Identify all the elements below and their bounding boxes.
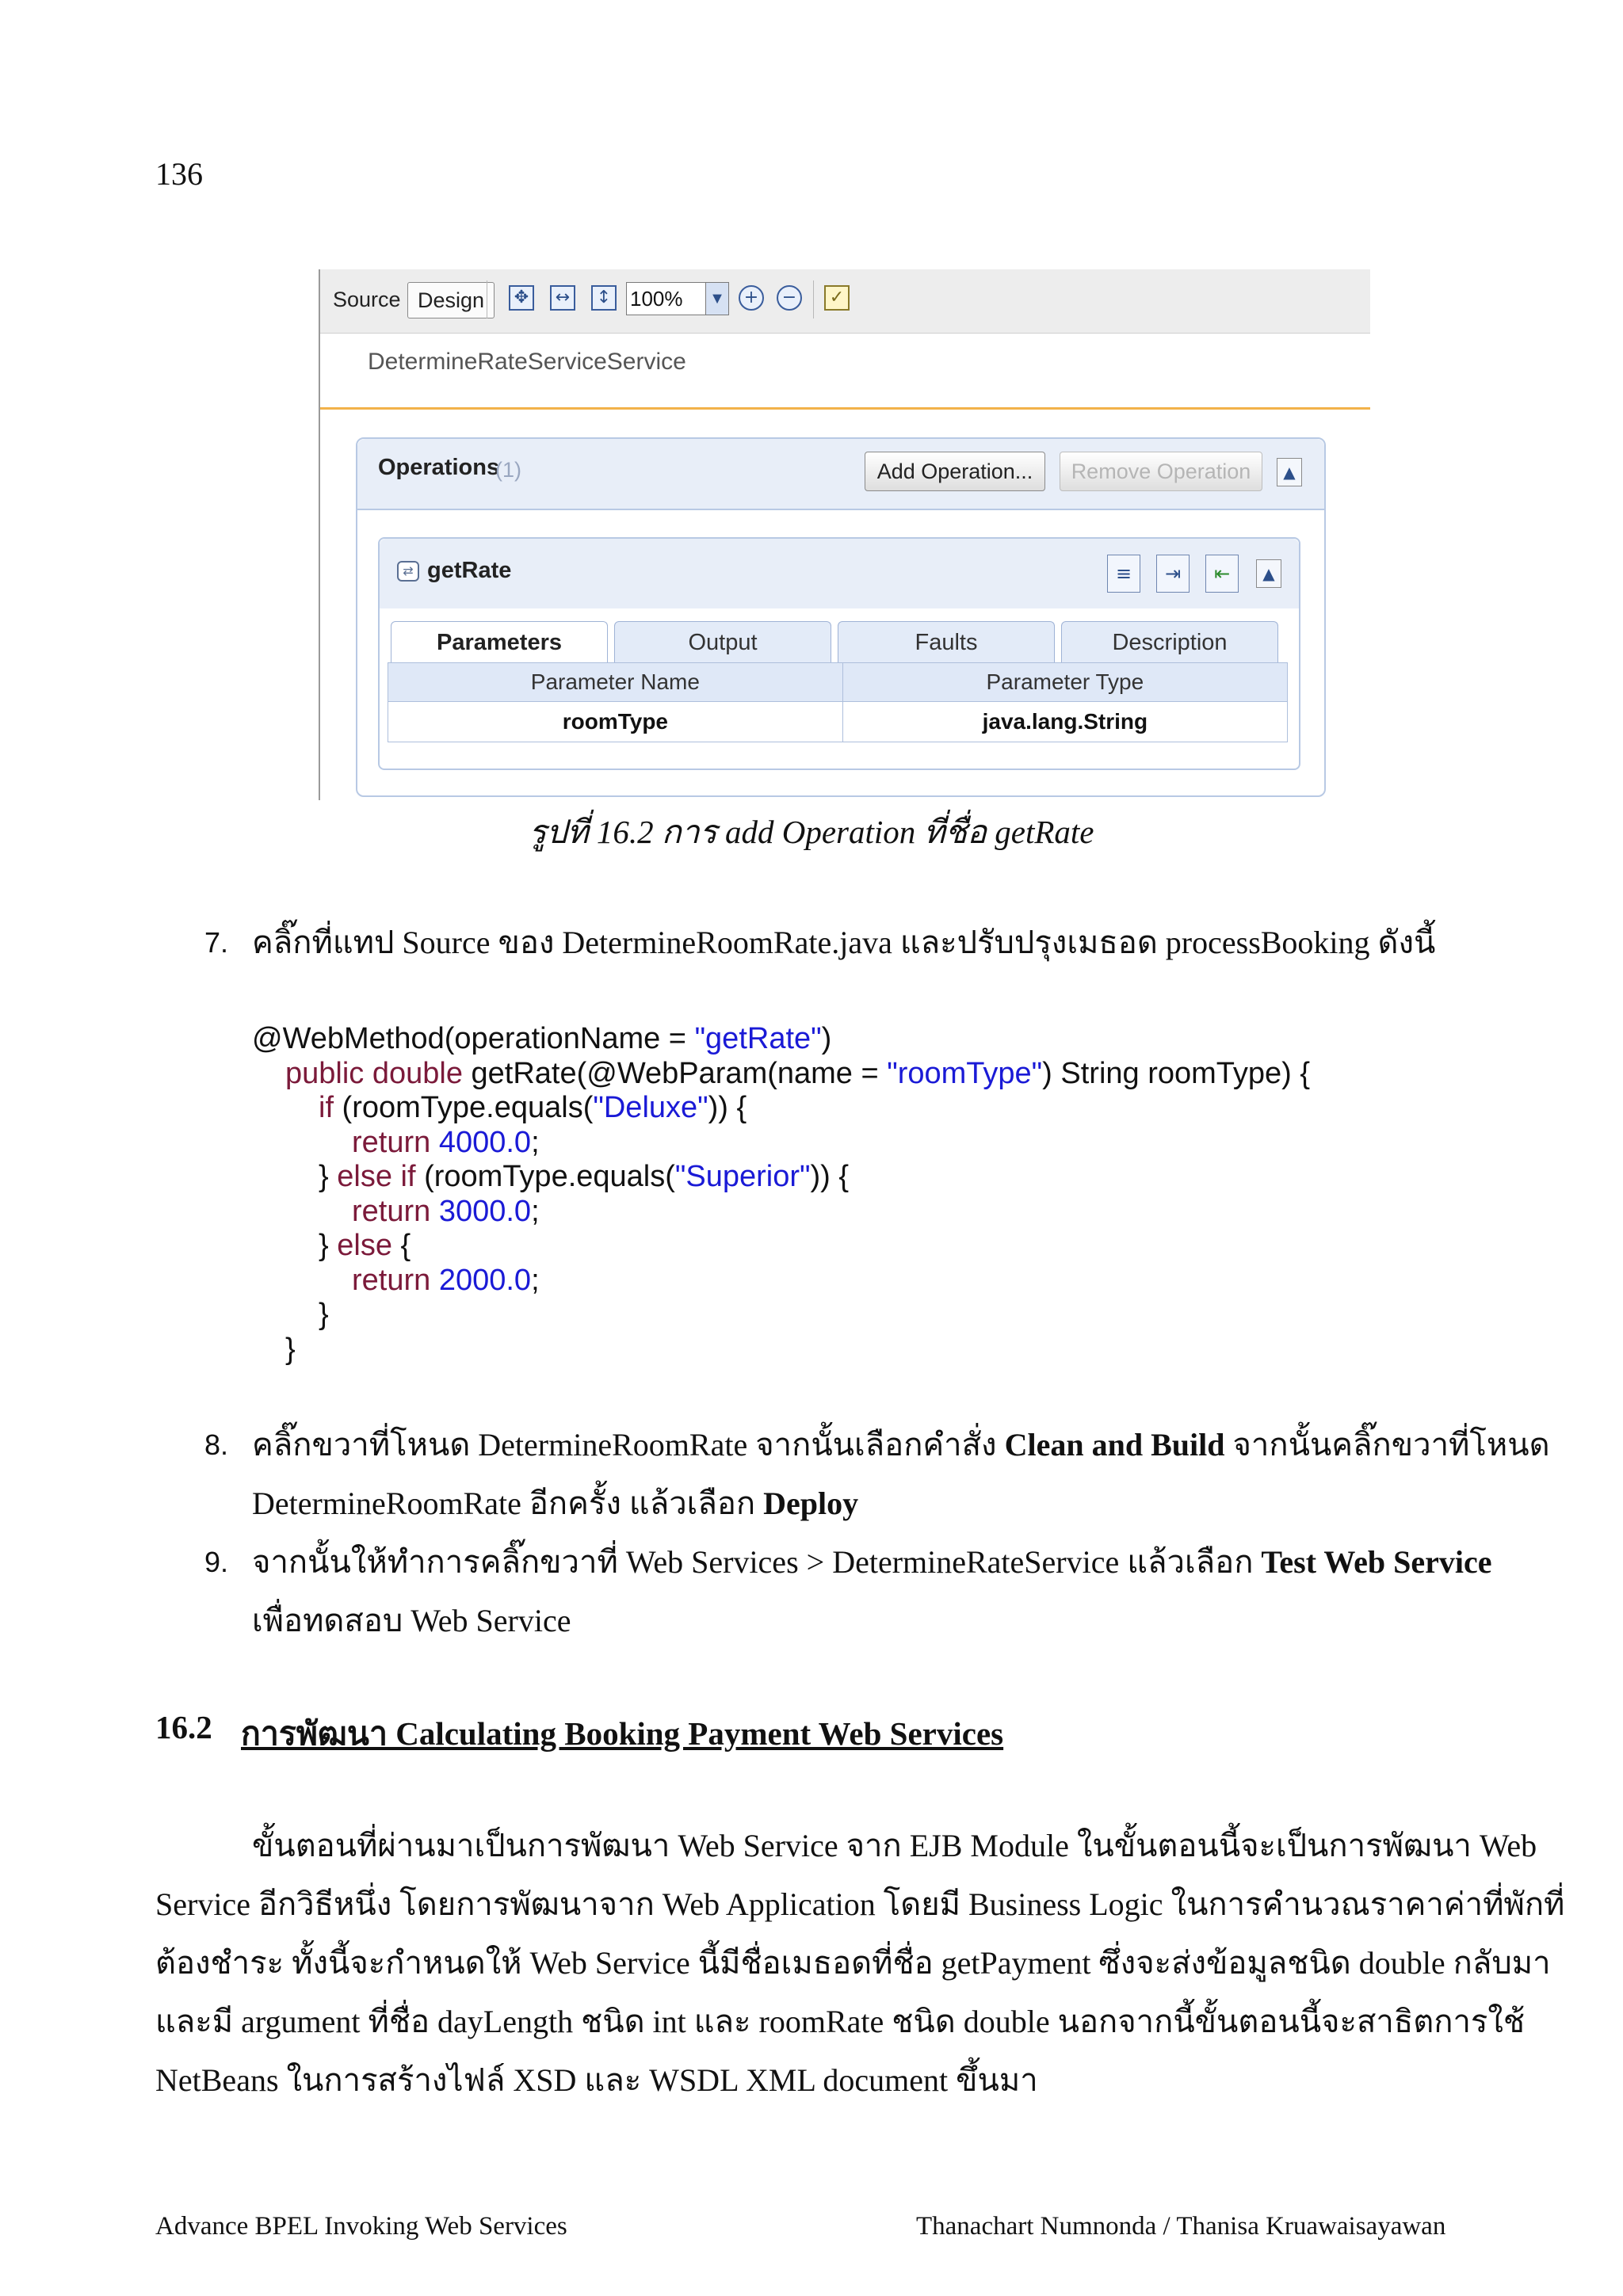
step-number: 8. xyxy=(204,1428,229,1461)
design-tab[interactable]: Design xyxy=(407,282,495,318)
toolbar-separator xyxy=(813,280,814,318)
operation-icon: ⇄ xyxy=(397,561,419,582)
figure-caption: รูปที่ 16.2 การ add Operation ที่ชื่อ getRate xyxy=(529,814,1094,850)
table-row[interactable] xyxy=(388,702,1288,742)
parameter-type-cell[interactable]: java.lang.String xyxy=(842,702,1287,742)
tab-description[interactable]: Description xyxy=(1061,621,1278,663)
chevron-down-icon[interactable]: ▼ xyxy=(705,283,728,315)
zoom-out-icon[interactable]: − xyxy=(777,285,802,311)
step-8-continued xyxy=(0,1485,1623,1524)
tab-output[interactable]: Output xyxy=(614,621,831,663)
code-line: return 4000.0; xyxy=(352,1125,540,1159)
add-operation-button[interactable]: Add Operation... xyxy=(865,452,1045,491)
paragraph-line: ต้องชำระ ทั้งนี้จะกำหนดให้ Web Service นี้มีชื่อเมธอดที่ชื่อ getPayment ซึ่งจะส่งข้อมูลชนิด double กลับมา xyxy=(155,1945,1551,1981)
operation-name: getRate xyxy=(427,558,512,583)
code-line: } xyxy=(285,1332,296,1366)
section-number: 16.2 xyxy=(155,1709,212,1745)
editor-toolbar xyxy=(320,269,1370,334)
fit-page-icon[interactable]: ✥ xyxy=(509,285,534,311)
column-header: Parameter Name xyxy=(388,663,843,702)
validate-icon[interactable]: ✓ xyxy=(824,285,850,311)
zoom-in-icon[interactable]: + xyxy=(739,285,764,311)
column-header: Parameter Type xyxy=(842,663,1287,702)
collapse-icon[interactable]: ▲ xyxy=(1277,458,1302,486)
divider xyxy=(320,407,1370,410)
step-text: DetermineRoomRate อีกครั้ง แล้วเลือก Deploy xyxy=(252,1486,859,1521)
operation-panel xyxy=(378,537,1300,770)
parameter-name-cell[interactable]: roomType xyxy=(388,702,843,742)
remove-operation-button[interactable]: Remove Operation xyxy=(1060,452,1262,491)
table-header-row xyxy=(388,663,1288,702)
step-9-continued xyxy=(0,1602,1623,1642)
code-line: @WebMethod(operationName = "getRate") xyxy=(252,1022,832,1055)
design-view-screenshot xyxy=(319,269,1370,800)
step-text: จากนั้นให้ทำการคลิ๊กขวาที่ Web Services > DetermineRateService แล้วเลือก Test Web Service xyxy=(252,1544,1492,1580)
service-title: DetermineRateServiceService xyxy=(368,349,686,375)
code-line: return 2000.0; xyxy=(352,1263,540,1297)
code-line: return 3000.0; xyxy=(352,1194,540,1228)
operations-panel xyxy=(356,437,1326,797)
code-block xyxy=(252,1022,1310,1367)
step-number: 7. xyxy=(204,926,229,959)
collapse-icon[interactable]: ▲ xyxy=(1256,559,1281,588)
fit-height-icon[interactable]: ↕ xyxy=(591,285,617,311)
step-7 xyxy=(0,924,1623,963)
operations-title: Operations xyxy=(378,455,500,480)
operations-count: (1) xyxy=(495,458,521,482)
code-line: } else { xyxy=(319,1229,411,1262)
footer-right: Thanachart Numnonda / Thanisa Kruawaisayawan xyxy=(916,2212,1446,2241)
operations-header xyxy=(357,439,1324,510)
operation-header xyxy=(380,539,1299,608)
footer-left: Advance BPEL Invoking Web Services xyxy=(155,2212,567,2241)
step-number: 9. xyxy=(204,1546,229,1578)
paragraph-line: Service อีกวิธีหนึ่ง โดยการพัฒนาจาก Web Application โดยมี Business Logic ในการคำนวณราคาค่าที่พักที่ xyxy=(155,1886,1565,1922)
paragraph-line: NetBeans ในการสร้างไฟล์ XSD และ WSDL XML document ขึ้นมา xyxy=(155,2062,1038,2098)
input-message-icon[interactable]: ⇥ xyxy=(1156,555,1190,593)
code-line: } else if (roomType.equals("Superior")) { xyxy=(319,1160,850,1193)
step-9 xyxy=(0,1543,1623,1583)
page-number: 136 xyxy=(155,156,203,192)
step-text: คลิ๊กที่แทป Source ของ DetermineRoomRate.java และปรับปรุงเมธอด processBooking ดังนี้ xyxy=(252,925,1436,960)
document-icon[interactable]: ≡ xyxy=(1107,555,1140,593)
tab-parameters[interactable]: Parameters xyxy=(391,621,608,663)
step-text: คลิ๊กขวาที่โหนด DetermineRoomRate จากนั้นเลือกคำสั่ง Clean and Build จากนั้นคลิ๊กขวาที่โหนด xyxy=(252,1427,1550,1463)
source-tab[interactable]: Source xyxy=(333,288,401,311)
paragraph-line: ขั้นตอนที่ผ่านมาเป็นการพัฒนา Web Service จาก EJB Module ในขั้นตอนนี้จะเป็นการพัฒนา Web xyxy=(252,1828,1537,1863)
zoom-select[interactable] xyxy=(626,282,729,315)
tab-faults[interactable]: Faults xyxy=(838,621,1055,663)
output-message-icon[interactable]: ⇤ xyxy=(1205,555,1239,593)
zoom-value: 100% xyxy=(630,287,683,311)
section-title: การพัฒนา Calculating Booking Payment Web Services xyxy=(241,1715,1004,1752)
code-line: public double getRate(@WebParam(name = "roomType") String roomType) { xyxy=(285,1056,1311,1090)
code-line: if (roomType.equals("Deluxe")) { xyxy=(319,1091,747,1124)
parameters-table xyxy=(388,662,1288,742)
step-text: เพื่อทดสอบ Web Service xyxy=(252,1603,571,1638)
paragraph-line: และมี argument ที่ชื่อ dayLength ชนิด int และ roomRate ชนิด double นอกจากนี้ขั้นตอนนี้จะสาธิตการใช้ xyxy=(155,2004,1526,2039)
code-line: } xyxy=(319,1298,329,1331)
step-8 xyxy=(0,1426,1623,1466)
fit-width-icon[interactable]: ↔ xyxy=(550,285,575,311)
